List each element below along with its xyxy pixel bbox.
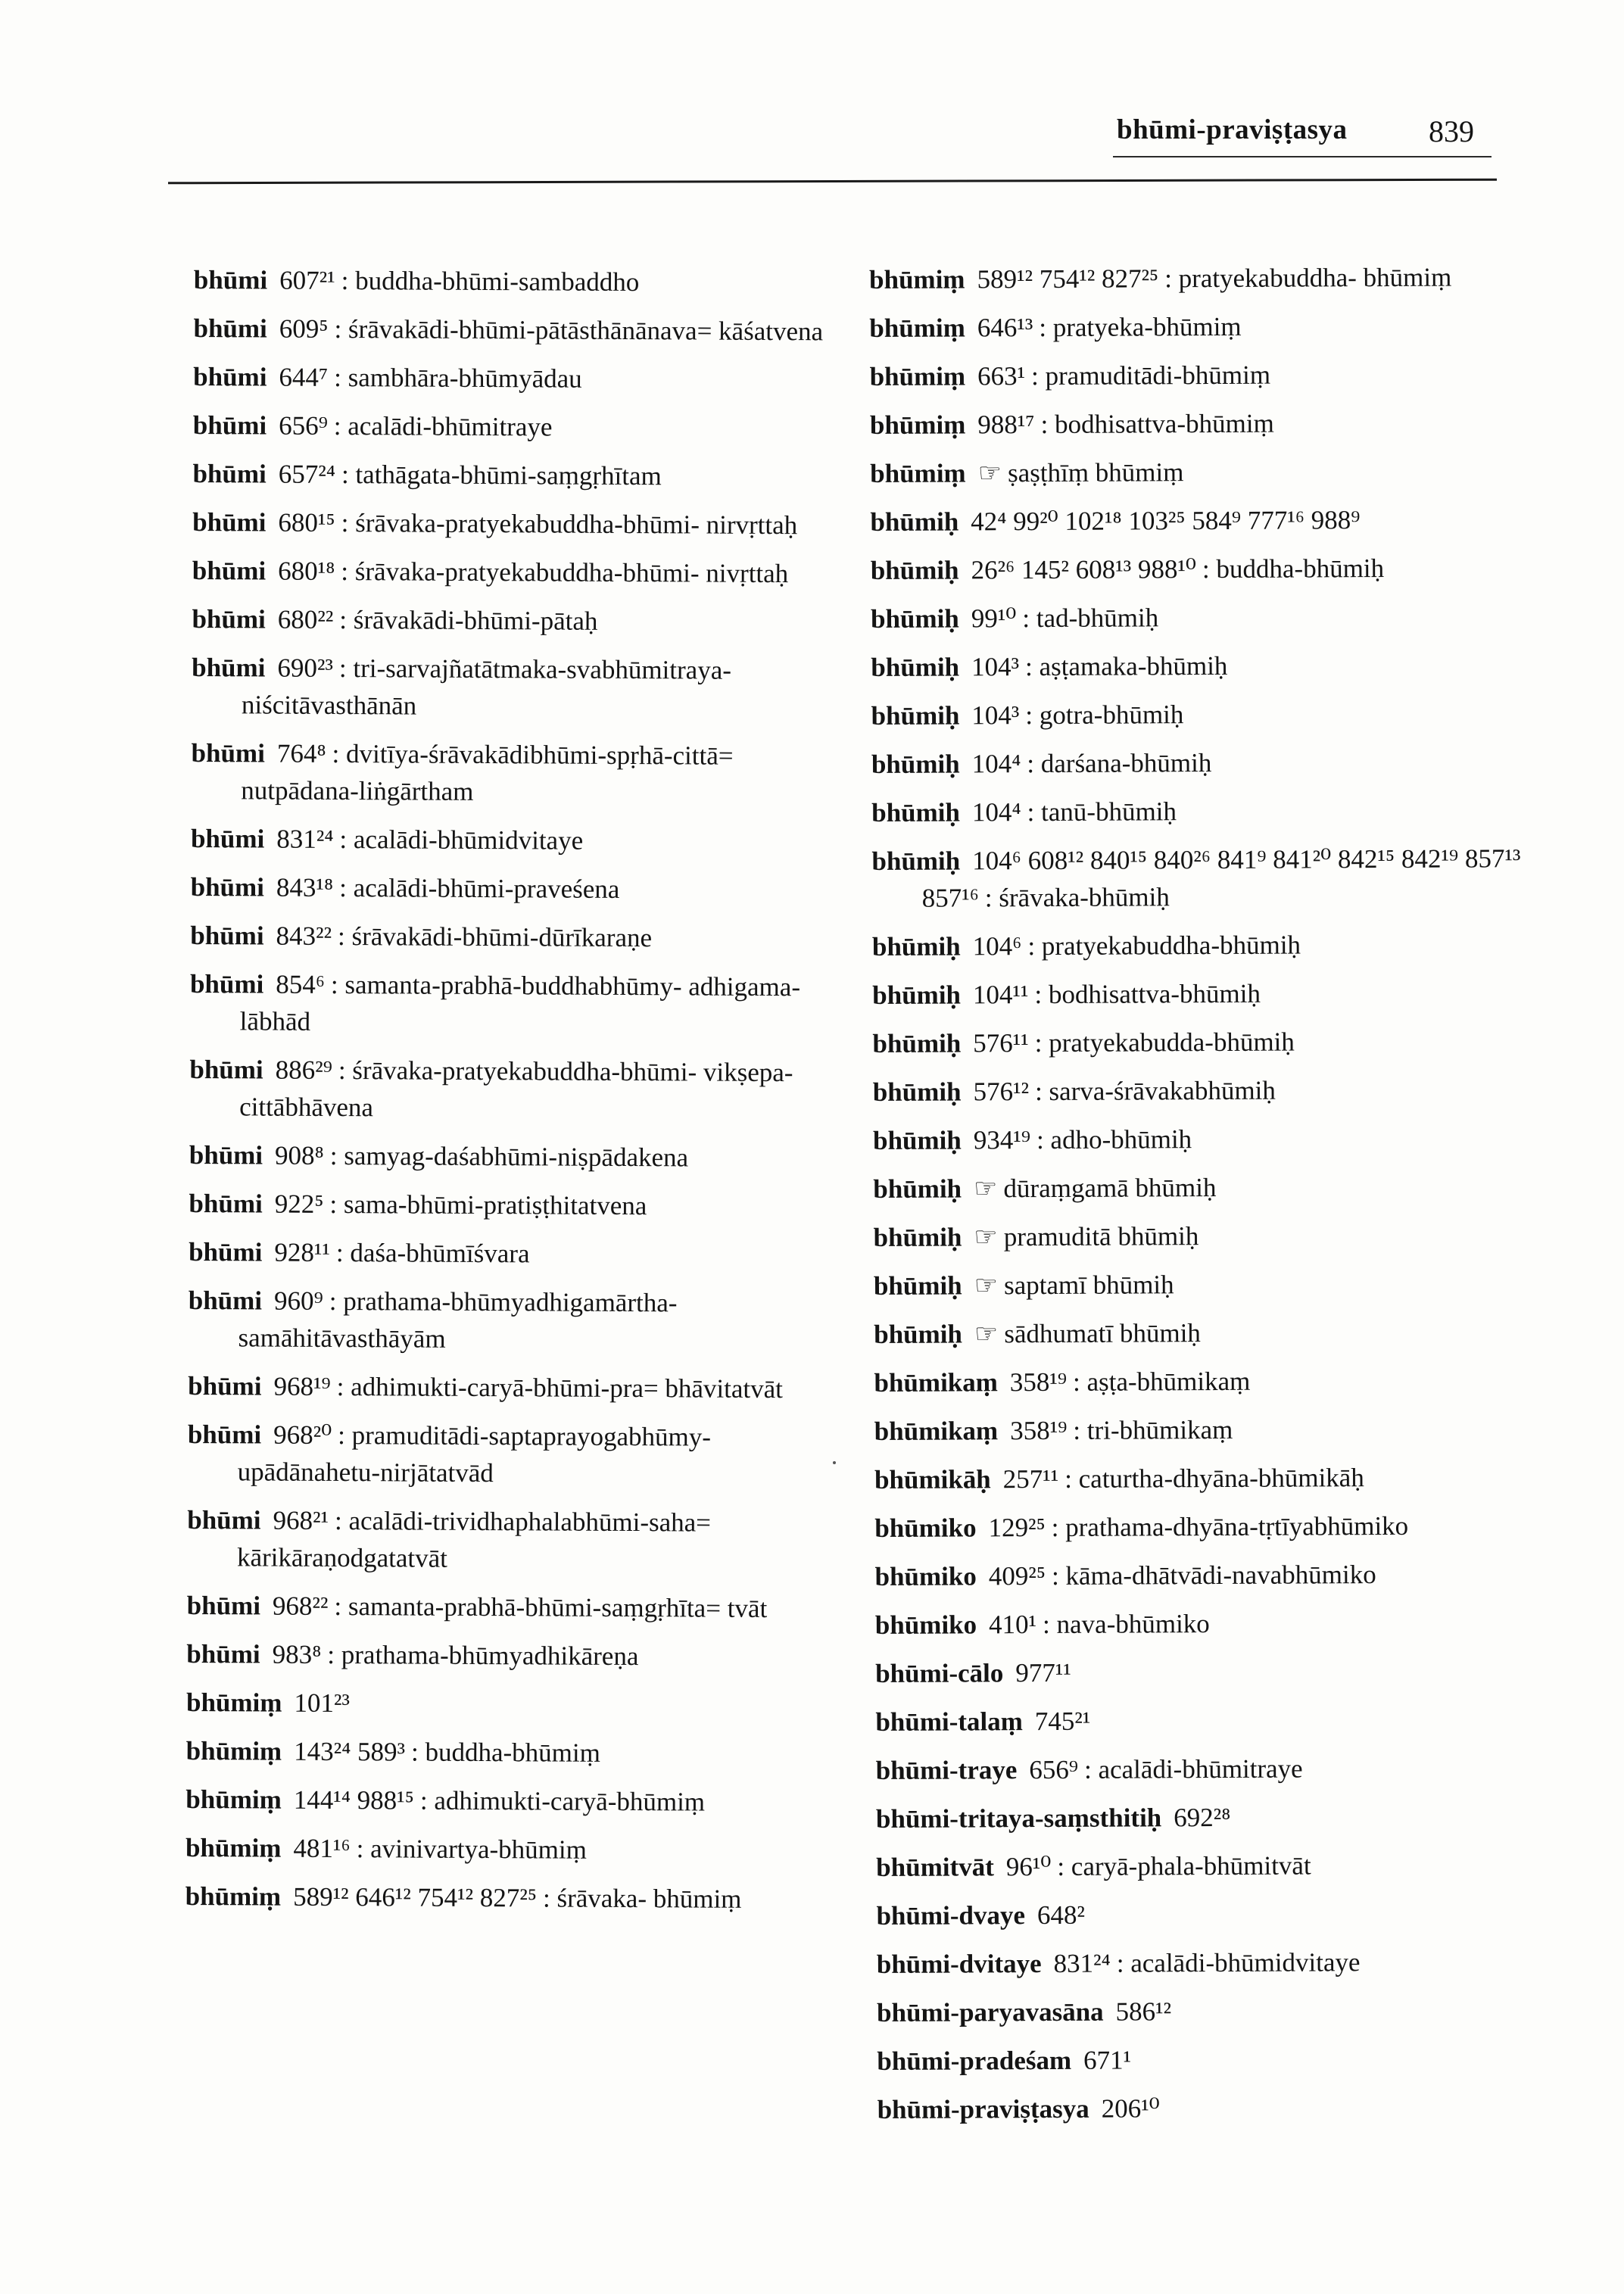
running-head-underline — [1113, 156, 1492, 157]
entry-headword: bhūmi — [192, 603, 266, 634]
entry-gloss: sādhumatī bhūmiḥ — [1004, 1318, 1201, 1349]
index-entry — [874, 1410, 1556, 1450]
index-entry — [877, 2088, 1559, 2128]
index-entry — [870, 452, 1551, 492]
index-entry — [189, 1051, 856, 1129]
index-entry — [877, 1943, 1558, 1983]
entry-references: 922⁵ — [274, 1189, 324, 1219]
entry-references: 977¹¹ — [1015, 1657, 1071, 1688]
entry-gloss: : adho-bhūmiḥ — [1036, 1124, 1192, 1155]
entry-headword: bhūmi — [187, 1419, 262, 1450]
entry-references: 968²⁰ — [273, 1420, 332, 1450]
index-entry — [873, 1071, 1554, 1111]
entry-headword: bhūmiṃ — [185, 1881, 282, 1912]
entry-headword: bhūmiṃ — [869, 264, 965, 295]
index-entry — [876, 1894, 1557, 1934]
entry-references: ☞ — [974, 1270, 999, 1301]
entry-references: 886²⁹ — [275, 1055, 332, 1085]
entry-references: 934¹⁹ — [973, 1125, 1031, 1155]
index-entry — [194, 261, 860, 302]
index-entry — [871, 549, 1552, 589]
index-entry — [874, 1507, 1556, 1547]
entry-headword: bhūmiḥ — [871, 749, 960, 779]
entry-references: 671¹ — [1083, 2045, 1132, 2075]
entry-gloss: : śrāvakādi-bhūmi-dūrīkaraṇe — [338, 921, 653, 953]
left-column — [185, 261, 860, 1930]
entry-gloss: pramuditā bhūmiḥ — [1003, 1221, 1199, 1252]
entry-headword: bhūmiḥ — [872, 980, 962, 1010]
entry-headword: bhūmikaṃ — [874, 1416, 999, 1446]
index-entry — [874, 1458, 1556, 1498]
entry-references: 104⁴ — [971, 749, 1021, 779]
entry-references: 854⁶ — [276, 969, 326, 999]
entry-headword: bhūmiḥ — [874, 1319, 963, 1349]
index-entry — [874, 1264, 1555, 1304]
entry-headword: bhūmiḥ — [870, 506, 959, 537]
index-entry — [188, 1367, 854, 1408]
entry-headword: bhūmi — [190, 920, 264, 951]
entry-headword: bhūmi — [189, 1236, 263, 1267]
entry-references: 680¹⁵ — [278, 507, 335, 538]
index-entry — [871, 694, 1553, 734]
entry-headword: bhūmi — [193, 264, 268, 295]
entry-headword: bhūmi-traye — [875, 1755, 1018, 1785]
entry-headword: bhūmi — [188, 1370, 262, 1401]
index-entry — [873, 1119, 1554, 1159]
entry-references: 764⁸ — [276, 738, 326, 768]
index-entry — [185, 1878, 852, 1918]
entry-headword: bhūmiṃ — [185, 1735, 282, 1766]
index-entry — [874, 1216, 1555, 1256]
entry-references: 692²⁸ — [1174, 1802, 1231, 1833]
entry-gloss: : tathāgata-bhūmi-saṃgṛhītam — [341, 460, 662, 491]
entry-gloss: : śrāvaka-pratyekabuddha-bhūmi- nirvṛttaḥ — [341, 508, 798, 541]
index-entry — [875, 1700, 1557, 1741]
entry-headword: bhūmiḥ — [872, 1077, 962, 1107]
entry-headword: bhūmiḥ — [871, 931, 961, 962]
index-entry — [185, 1829, 852, 1870]
entry-references: 988¹⁷ — [977, 410, 1035, 440]
entry-headword: bhūmikāḥ — [874, 1464, 991, 1495]
entry-gloss: : acalādi-bhūmidvitaye — [339, 824, 584, 856]
entry-references: ☞ — [974, 1319, 999, 1349]
entry-gloss: : sarva-śrāvakabhūmiḥ — [1034, 1075, 1276, 1107]
entry-references: ☞ — [977, 458, 1002, 488]
entry-references: 576¹¹ — [973, 1028, 1029, 1058]
entry-headword: bhūmiḥ — [872, 1125, 962, 1155]
entry-headword: bhūmi — [192, 410, 267, 441]
entry-headword: bhūmiṃ — [869, 410, 966, 440]
entry-gloss: : tanū-bhūmiḥ — [1027, 796, 1177, 828]
entry-headword: bhūmi-pradeśam — [877, 2045, 1072, 2076]
index-entry — [870, 404, 1551, 444]
index-entry — [192, 600, 858, 641]
entry-references: 656⁹ — [279, 410, 328, 441]
entry-references: 257¹¹ — [1002, 1463, 1059, 1495]
entry-references: 589¹² 754¹² 827²⁵ — [977, 263, 1159, 295]
entry-gloss: : prathama-bhūmyadhigamārtha- samāhitāvasthāyām — [238, 1286, 678, 1354]
right-column — [869, 258, 1559, 2140]
entry-references: 690²³ — [277, 653, 334, 683]
entry-gloss: : bodhisattva-bhūmiṃ — [1040, 408, 1274, 440]
entry-references: 42⁴ 99²⁰ 102¹⁸ 103²⁵ 584⁹ 777¹⁶ 988⁹ — [971, 505, 1361, 537]
entry-headword: bhūmiṃ — [870, 458, 966, 488]
entry-references: 99¹⁰ — [971, 603, 1017, 634]
entry-references: 663¹ — [977, 361, 1026, 391]
entry-references: 206¹⁰ — [1101, 2093, 1160, 2124]
entry-headword: bhūmi-tritaya-saṃsthitiḥ — [875, 1803, 1162, 1834]
index-entry — [187, 1587, 853, 1628]
entry-gloss: : buddha-bhūmiṃ — [410, 1737, 601, 1768]
index-entry — [869, 307, 1551, 347]
entry-gloss: : prathama-bhūmyadhikāreṇa — [327, 1639, 639, 1672]
entry-references: 648² — [1036, 1900, 1086, 1931]
index-entry — [874, 1555, 1556, 1595]
index-entry — [870, 355, 1551, 395]
index-entry — [875, 1604, 1557, 1644]
entry-gloss: saptamī bhūmiḥ — [1003, 1270, 1174, 1301]
index-entry — [185, 1781, 852, 1822]
index-entry — [872, 1022, 1554, 1062]
entry-gloss: : pratyekabuddha-bhūmiḥ — [1027, 930, 1301, 962]
entry-gloss: : daśa-bhūmīśvara — [335, 1238, 530, 1269]
index-entry — [871, 597, 1552, 637]
entry-references: 960⁹ — [273, 1286, 323, 1316]
index-entry — [870, 500, 1551, 541]
index-entry — [190, 965, 857, 1043]
index-entry — [876, 1846, 1557, 1886]
index-entry — [871, 646, 1552, 686]
entry-headword: bhūmiḥ — [873, 1222, 962, 1252]
entry-headword: bhūmi — [192, 555, 267, 586]
entry-headword: bhūmi — [187, 1504, 261, 1535]
index-entry — [186, 1635, 853, 1676]
entry-references: 586¹² — [1115, 1996, 1172, 2027]
entry-references: 928¹¹ — [274, 1237, 331, 1267]
entry-references: 358¹⁹ — [1010, 1415, 1068, 1446]
index-entry — [188, 1416, 855, 1494]
entry-gloss: : bodhisattva-bhūmiḥ — [1034, 978, 1261, 1010]
index-entry — [192, 503, 859, 544]
index-entry — [876, 1749, 1557, 1789]
entry-headword: bhūmiṃ — [185, 1784, 282, 1815]
entry-references: 143²⁴ 589³ — [294, 1736, 406, 1767]
entry-headword: bhūmiko — [874, 1610, 977, 1640]
entry-headword: bhūmi-cālo — [875, 1658, 1004, 1688]
entry-headword: bhūmikaṃ — [874, 1367, 998, 1398]
entry-references: 101²³ — [294, 1688, 351, 1719]
entry-headword: bhūmi — [191, 737, 265, 768]
index-entry — [874, 1313, 1555, 1353]
entry-gloss: : sama-bhūmi-pratiṣṭhitatvena — [329, 1189, 647, 1221]
index-entry — [189, 1136, 856, 1177]
index-entry — [877, 1991, 1558, 2031]
index-entry — [193, 358, 859, 399]
entry-references: 646¹³ — [977, 313, 1033, 343]
entry-gloss: : śrāvaka-pratyekabuddha-bhūmi- nivṛttaḥ — [341, 556, 789, 589]
entry-references: 644⁷ — [279, 362, 329, 392]
entry-headword: bhūmi — [186, 1590, 261, 1621]
header-rule — [168, 179, 1497, 185]
entry-headword: bhūmi — [186, 1638, 260, 1669]
entry-headword: bhūmiḥ — [871, 797, 961, 828]
index-entry — [186, 1684, 853, 1725]
entry-headword: bhūmiṃ — [869, 361, 966, 391]
index-entry — [190, 917, 856, 958]
entry-headword: bhūmi — [189, 968, 264, 999]
entry-references: 409²⁵ — [988, 1561, 1046, 1591]
entry-references: 104⁶ — [972, 931, 1022, 962]
entry-headword: bhūmiṃ — [185, 1832, 282, 1863]
entry-references: 104¹¹ — [972, 980, 1029, 1010]
entry-headword: bhūmiḥ — [870, 603, 959, 634]
entry-references: 657²⁴ — [278, 459, 336, 489]
entry-headword: bhūmi — [193, 313, 267, 344]
index-entry — [189, 1233, 855, 1274]
entry-headword: bhūmi-dvitaye — [876, 1949, 1042, 1979]
speck — [833, 1461, 836, 1464]
entry-gloss: : samanta-prabhā-bhūmi-saṃgṛhīta= tvāt — [334, 1591, 768, 1623]
entry-gloss: : samanta-prabhā-buddhabhūmy- adhigama-lābhād — [239, 969, 801, 1036]
entry-references: 358¹⁹ — [1009, 1367, 1068, 1398]
entry-references: 410¹ — [989, 1610, 1037, 1640]
index-entry — [192, 552, 859, 593]
entry-headword: bhūmi — [189, 1139, 263, 1170]
entry-gloss: : adhimukti-caryā-bhūmi-pra= bhāvitatvāt — [336, 1372, 784, 1404]
index-entry — [193, 310, 859, 351]
entry-headword: bhūmiḥ — [873, 1270, 962, 1301]
entry-headword: bhūmi — [188, 1285, 263, 1316]
index-entry — [191, 734, 858, 812]
entry-gloss: : acalādi-bhūmi-praveśena — [339, 873, 620, 904]
entry-gloss: : tri-sarvajñatātmaka-svabhūmitraya- niścitāvasthānān — [241, 653, 732, 721]
entry-headword: bhūmiḥ — [872, 1028, 962, 1058]
entry-gloss: : samyag-daśabhūmi-niṣpādakena — [329, 1140, 689, 1173]
entry-gloss: : kāma-dhātvādi-navabhūmiko — [1051, 1560, 1376, 1591]
entry-references: 656⁹ — [1029, 1754, 1079, 1785]
entry-gloss: : pratyeka-bhūmiṃ — [1039, 311, 1242, 343]
index-entry — [877, 2040, 1558, 2080]
entry-gloss: : prathama-dhyāna-tṛtīyabhūmiko — [1051, 1510, 1409, 1542]
entry-gloss: : adhimukti-caryā-bhūmiṃ — [419, 1785, 706, 1817]
entry-references: 589¹² 646¹² 754¹² 827²⁵ — [293, 1881, 538, 1913]
index-entry — [875, 1652, 1557, 1692]
entry-headword: bhūmi — [190, 871, 265, 902]
entry-gloss: : acalādi-trividhaphalabhūmi-saha= kārikāraṇodgatatvāt — [236, 1505, 712, 1573]
entry-headword: bhūmiḥ — [871, 846, 961, 876]
entry-gloss: : śrāvakādi-bhūmi-pātaḥ — [339, 605, 598, 636]
entry-headword: bhūmitvāt — [876, 1852, 994, 1882]
index-entry — [872, 974, 1554, 1014]
entry-references: 680¹⁸ — [278, 556, 335, 586]
entry-references: 144¹⁴ 988¹⁵ — [293, 1784, 415, 1816]
entry-gloss: : gotra-bhūmiḥ — [1025, 700, 1184, 731]
index-entry — [189, 1185, 855, 1226]
entry-references: 104⁴ — [971, 797, 1021, 828]
index-entry — [186, 1732, 853, 1773]
entry-headword: bhūmiḥ — [870, 555, 959, 585]
entry-references: 745²¹ — [1034, 1706, 1091, 1737]
entry-headword: bhūmi — [192, 458, 267, 489]
entry-gloss: ṣaṣṭhīṃ bhūmiṃ — [1007, 457, 1184, 488]
entry-headword: bhūmi — [189, 1054, 263, 1085]
entry-gloss: : pratyekabuddha- bhūmiṃ — [1164, 262, 1452, 294]
entry-headword: bhūmi-praviṣṭasya — [877, 2093, 1089, 2124]
entry-gloss: : śrāvakādi-bhūmi-pātāsthānānava= kāśatvena — [334, 313, 824, 347]
entry-gloss: : pramuditādi-bhūmiṃ — [1031, 360, 1271, 391]
entry-headword: bhūmi-paryavasāna — [877, 1996, 1104, 2028]
index-entry — [876, 1797, 1557, 1837]
entry-gloss: : pramuditādi-saptaprayogabhūmy- upādānahetu-nirjātatvād — [237, 1420, 712, 1488]
entry-references: 481¹⁶ — [293, 1833, 351, 1864]
entry-gloss: dūraṃgamā bhūmiḥ — [1003, 1173, 1217, 1204]
entry-gloss: : darśana-bhūmiḥ — [1027, 748, 1212, 779]
entry-gloss: : buddha-bhūmiḥ — [1202, 553, 1385, 584]
entry-headword: bhūmiḥ — [873, 1173, 962, 1204]
entry-headword: bhūmi-talaṃ — [875, 1706, 1023, 1737]
entry-references: 607²¹ — [279, 265, 335, 295]
entry-references: 908⁸ — [274, 1140, 324, 1170]
index-entry — [871, 840, 1553, 917]
entry-headword: bhūmiḥ — [871, 652, 960, 682]
index-entry — [192, 455, 859, 496]
entry-references: 104⁶ 608¹² 840¹⁵ 840²⁶ 841⁹ 841²⁰ 842¹⁵ 842¹⁹ 857¹³ 857¹⁶ — [921, 843, 1521, 913]
entry-gloss: : avinivartya-bhūmiṃ — [356, 1834, 587, 1865]
entry-gloss: : buddha-bhūmi-sambaddho — [341, 266, 640, 298]
page-number: 839 — [1429, 114, 1474, 148]
entry-gloss: : pratyekabudda-bhūmiḥ — [1034, 1027, 1295, 1058]
entry-headword: bhūmi — [192, 652, 266, 683]
entry-gloss: : acalādi-bhūmitraye — [1083, 1753, 1303, 1784]
index-entry — [188, 1282, 855, 1360]
entry-gloss: : acalādi-bhūmitraye — [333, 410, 553, 442]
entry-gloss: : tri-bhūmikaṃ — [1073, 1414, 1233, 1445]
entry-headword: bhūmiko — [874, 1561, 977, 1591]
index-entry — [871, 791, 1553, 831]
entry-gloss: : acalādi-bhūmidvitaye — [1116, 1947, 1361, 1978]
entry-gloss: : aṣṭamaka-bhūmiḥ — [1025, 650, 1228, 682]
entry-references: 96¹⁰ — [1005, 1851, 1052, 1882]
entry-references: 104³ — [971, 652, 1020, 682]
entry-headword: bhūmiṃ — [869, 313, 965, 343]
index-entry — [872, 925, 1554, 965]
index-entry — [192, 649, 859, 727]
entry-gloss: : śrāvaka-pratyekabuddha-bhūmi- vikṣepa-cittābhāvena — [239, 1055, 793, 1123]
entry-references: 129²⁵ — [988, 1513, 1046, 1543]
entry-gloss: : aṣṭa-bhūmikaṃ — [1072, 1366, 1251, 1397]
entry-headword: bhūmi — [193, 361, 267, 392]
entry-gloss: : dvitīya-śrāvakādibhūmi-spṛhā-cittā= nutpādana-liṅgārtham — [241, 738, 734, 806]
entry-references: 680²² — [277, 604, 334, 634]
entry-gloss: : caryā-phala-bhūmitvāt — [1057, 1850, 1311, 1881]
entry-headword: bhūmiṃ — [185, 1687, 282, 1718]
index-entry — [869, 258, 1551, 298]
entry-gloss: : śrāvaka-bhūmiḥ — [984, 882, 1170, 913]
entry-headword: bhūmi — [192, 506, 267, 538]
entry-references: 831²⁴ — [276, 824, 334, 854]
entry-gloss: : tad-bhūmiḥ — [1022, 603, 1159, 634]
entry-headword: bhūmi-dvaye — [876, 1900, 1026, 1931]
entry-headword: bhūmi — [189, 1188, 263, 1219]
index-entry — [187, 1501, 854, 1579]
entry-references: 26²⁶ 145² 608¹³ 988¹⁰ — [971, 554, 1197, 585]
entry-references: 843¹⁸ — [276, 872, 334, 902]
index-entry — [873, 1167, 1554, 1208]
entry-references: ☞ — [974, 1173, 998, 1204]
entry-references: 609⁵ — [279, 313, 329, 344]
running-head: bhūmi-praviṣṭasya — [1117, 114, 1348, 145]
index-entry — [191, 820, 857, 861]
entry-gloss: : sambhāra-bhūmyādau — [334, 362, 582, 394]
entry-references: 983⁸ — [272, 1639, 322, 1669]
entry-headword: bhūmi — [190, 823, 265, 854]
entry-references: 831²⁴ — [1053, 1948, 1111, 1978]
index-entry — [193, 407, 859, 447]
entry-references: 843²² — [276, 921, 332, 951]
entry-gloss: : nava-bhūmiko — [1043, 1609, 1210, 1640]
entry-references: 968²¹ — [273, 1505, 329, 1535]
entry-headword: bhūmiḥ — [871, 700, 960, 731]
entry-gloss: : caturtha-dhyāna-bhūmikāḥ — [1064, 1463, 1364, 1494]
entry-references: 576¹² — [973, 1077, 1030, 1107]
entry-references: 968¹⁹ — [273, 1371, 331, 1401]
index-entry — [871, 743, 1553, 783]
entry-references: ☞ — [974, 1222, 998, 1252]
index-entry — [191, 868, 857, 909]
entry-headword: bhūmiko — [874, 1513, 977, 1543]
index-entry — [874, 1361, 1555, 1401]
entry-references: 968²² — [272, 1591, 329, 1621]
entry-references: 104³ — [971, 700, 1020, 731]
entry-gloss: : śrāvaka- bhūmiṃ — [542, 1883, 742, 1914]
